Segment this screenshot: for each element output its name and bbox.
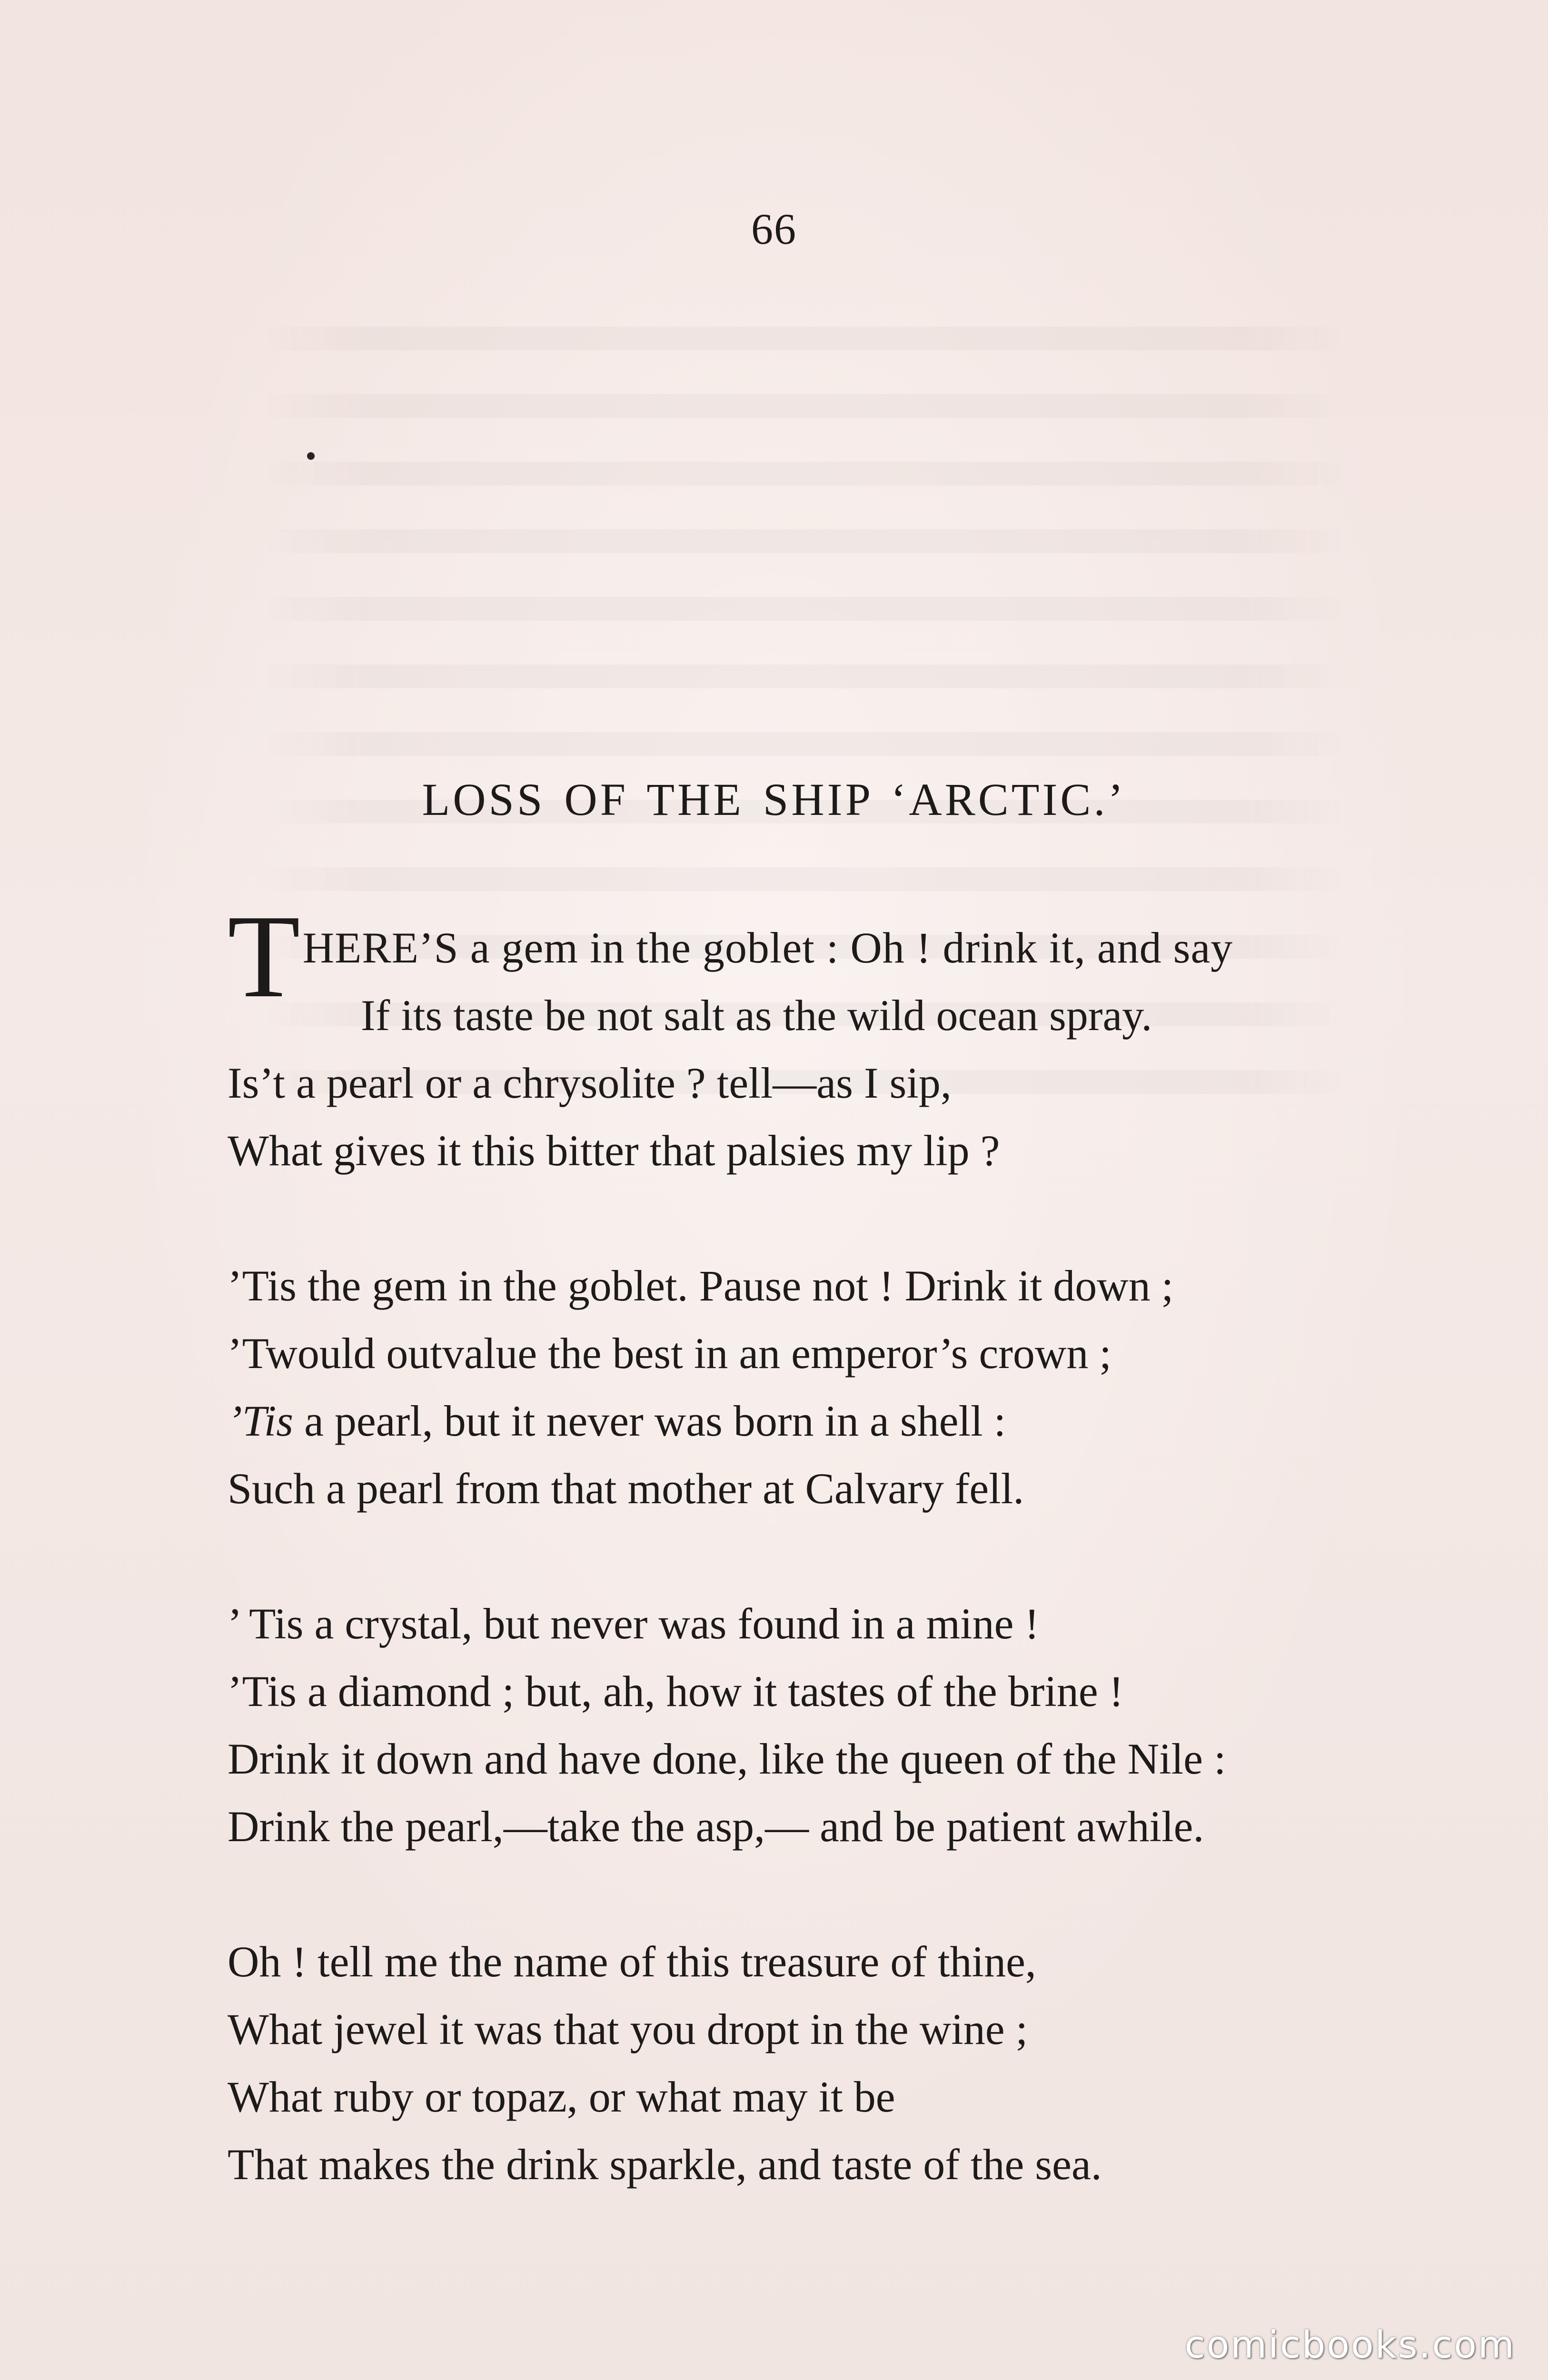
stanza-4 <box>228 1928 1446 2198</box>
italic-word: ’Tis <box>228 1397 294 1445</box>
poem-line: What gives it this bitter that palsies my lip ? <box>228 1126 1000 1175</box>
poem-line: Such a pearl from that mother at Calvary fell. <box>228 1464 1024 1513</box>
poem-line: If its taste be not salt as the wild ocean spray. <box>361 991 1152 1040</box>
poem-line: ’Tis the gem in the goblet. Pause not ! Drink it down ; <box>228 1261 1174 1310</box>
poem-body <box>228 891 1446 2266</box>
poem-line <box>228 1387 1446 1455</box>
first-line-text: HERE’S a gem in the goblet : Oh ! drink it, and say <box>302 923 1233 972</box>
stanza-2 <box>228 1252 1446 1522</box>
poem-line: ’Tis a diamond ; but, ah, how it tastes of the brine ! <box>228 1667 1124 1716</box>
poem-line: ’ Tis a crystal, but never was found in a mine ! <box>228 1599 1040 1648</box>
poem-title: LOSS OF THE SHIP ‘ARCTIC.’ <box>422 774 1126 825</box>
poem-line: Drink it down and have done, like the queen of the Nile : <box>228 1735 1226 1783</box>
poem-line: What ruby or topaz, or what may it be <box>228 2073 895 2121</box>
drop-cap: T <box>228 891 301 1022</box>
poem-line: That makes the drink sparkle, and taste of the sea. <box>228 2140 1102 2189</box>
ink-speck <box>307 452 315 460</box>
page-number: 66 <box>751 205 797 253</box>
poem-line: What jewel it was that you dropt in the wine ; <box>228 2005 1028 2053</box>
poem-line: ’Twould outvalue the best in an emperor’s crown ; <box>228 1329 1111 1378</box>
watermark: comicbooks.com <box>1184 2324 1516 2367</box>
stanza-1 <box>228 891 1446 1184</box>
poem-line: Is’t a pearl or a chrysolite ? tell—as I sip, <box>228 1059 952 1107</box>
poem-line: Drink the pearl,—take the asp,— and be patient awhile. <box>228 1802 1204 1851</box>
line-rest: a pearl, but it never was born in a shell : <box>293 1397 1006 1445</box>
poem-line: Oh ! tell me the name of this treasure of thine, <box>228 1937 1036 1986</box>
stanza-3 <box>228 1590 1446 1860</box>
